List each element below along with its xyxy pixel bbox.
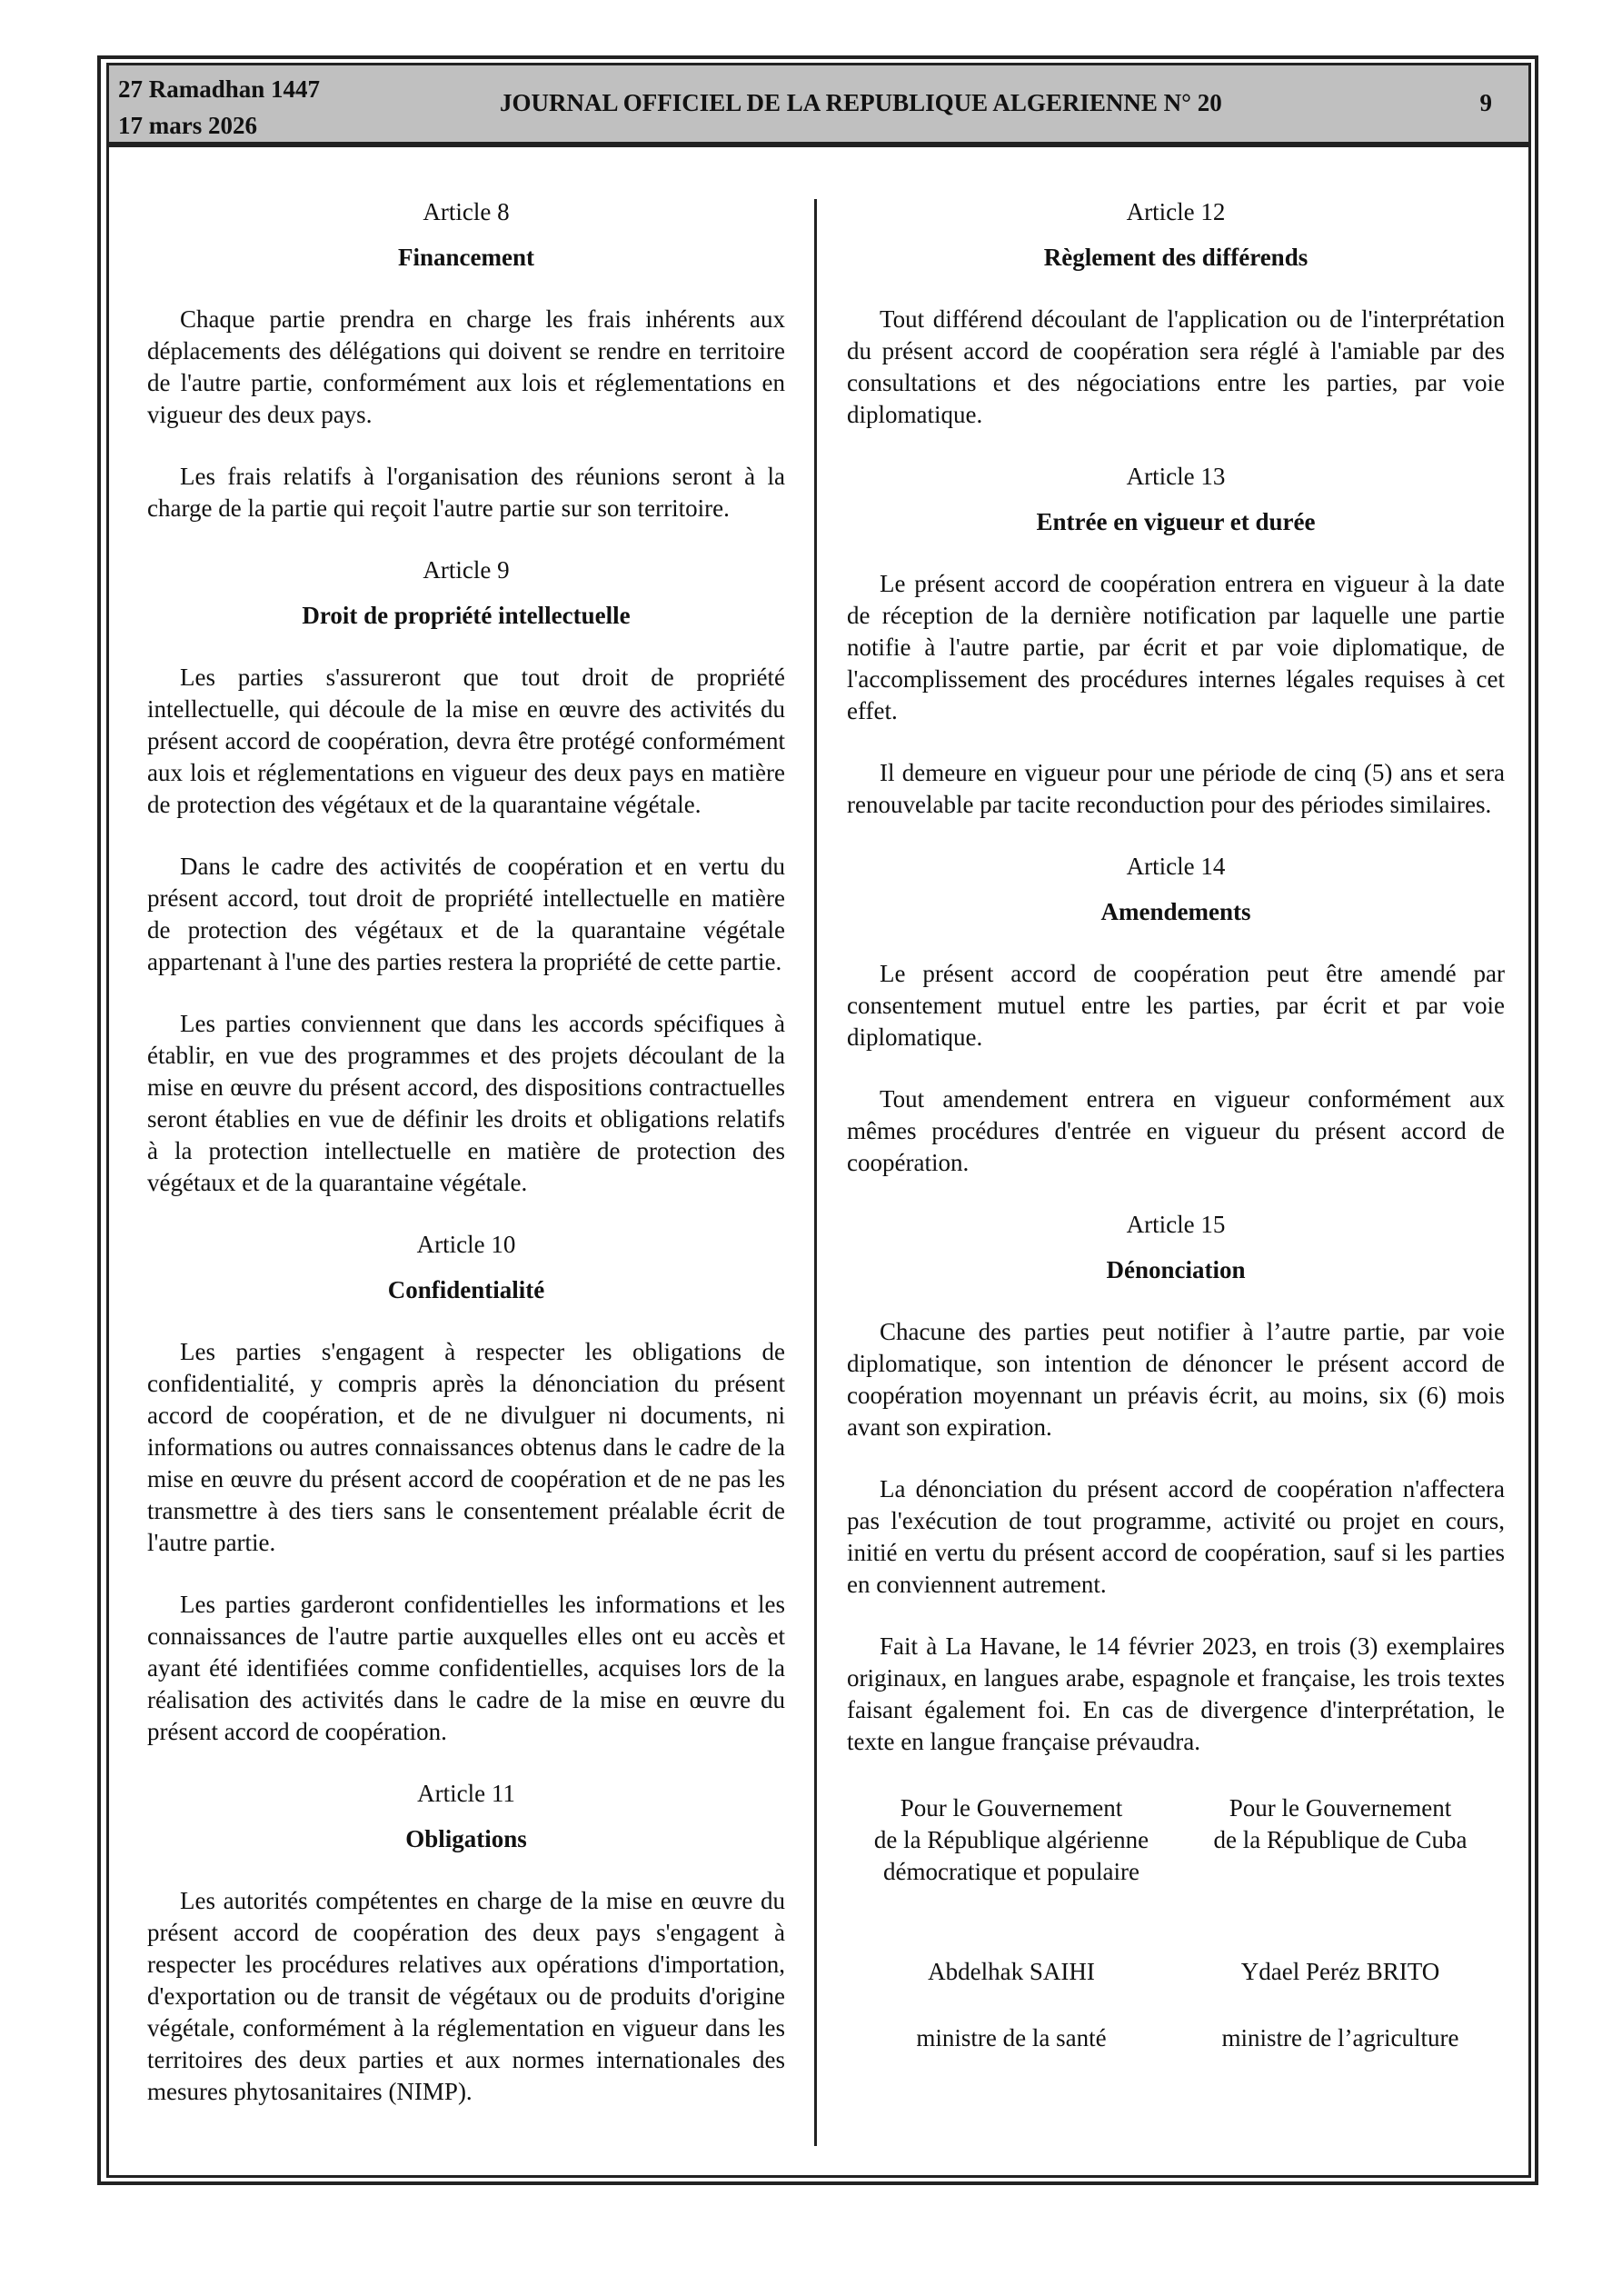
article-paragraph: Les frais relatifs à l'organisation des réunions seront à la charge de la partie qui reçoit l'autre partie sur son territoire. bbox=[147, 463, 785, 522]
hijri-date: 27 Ramadhan 1447 bbox=[118, 75, 321, 103]
article-paragraph: Les autorités compétentes en charge de la mise en œuvre du présent accord de coopération des deux pays s'engagent à respecter les procédures relatives aux opérations d'importation, d'exportation ou de transit de végétaux ou de produits d'origine végétale, conformément à la réglementation en vigueur dans les territoires des deux parties et aux normes internationales des mesures phytosanitaires (NIMP). bbox=[147, 1887, 785, 2105]
article-section bbox=[847, 461, 1505, 821]
signatory-name: Abdelhak SAIHI bbox=[928, 1958, 1095, 1985]
article-paragraph: Tout différend découlant de l'application ou de l'interprétation du présent accord de coopération sera réglé à l'amiable par des consultations et des négociations entre les parties, par voie diplomatique. bbox=[847, 305, 1505, 428]
article-title: Obligations bbox=[405, 1825, 527, 1852]
article-title: Amendements bbox=[1100, 898, 1251, 925]
article-paragraph: Tout amendement entrera en vigueur conformément aux mêmes procédures d'entrée en vigueur du présent accord de coopération. bbox=[847, 1085, 1505, 1176]
article-title: Confidentialité bbox=[387, 1276, 545, 1303]
article-section bbox=[847, 196, 1505, 431]
article-title: Dénonciation bbox=[1106, 1256, 1246, 1283]
article-title: Droit de propriété intellectuelle bbox=[302, 602, 631, 629]
article-paragraph: Chaque partie prendra en charge les frais inhérents aux déplacements des délégations qui doivent se rendre en territoire de l'autre partie, conformément aux lois et réglementations en vigueur des deux pays. bbox=[147, 305, 785, 428]
journal-header bbox=[109, 65, 1528, 147]
article-paragraph: La dénonciation du présent accord de coopération n'affectera pas l'exécution de tout programme, activité ou projet en cours, initié en vertu du présent accord de coopération, sauf si les parties en conviennent autrement. bbox=[847, 1475, 1505, 1598]
article-number: Article 14 bbox=[1126, 853, 1226, 880]
article-number: Article 15 bbox=[1126, 1211, 1226, 1238]
article-paragraph: Les parties garderont confidentielles les informations et les connaissances de l'autre partie auxquelles elles ont eu accès et ayant été identifiées comme confidentielles, acquises lors de la réalisation des activités dans le cadre de la mise en œuvre du présent accord de coopération. bbox=[147, 1591, 785, 1745]
article-section bbox=[147, 196, 785, 524]
article-title: Financement bbox=[398, 244, 534, 271]
article-paragraph: Chacune des parties peut notifier à l’autre partie, par voie diplomatique, son intention de dénoncer le présent accord de coopération moyennant un préavis écrit, au moins, six (6) mois avant son expiration. bbox=[847, 1318, 1505, 1441]
article-paragraph: Le présent accord de coopération entrera en vigueur à la date de réception de la dernière notification par laquelle une partie notifie à l'autre partie, par écrit et par voie diplomatique, de l'accomplissement des procédures internes légales requises à cet effet. bbox=[847, 570, 1505, 724]
right-column bbox=[847, 196, 1505, 2054]
article-section bbox=[147, 1778, 785, 2108]
article-number: Article 10 bbox=[416, 1231, 516, 1258]
article-paragraph: Il demeure en vigueur pour une période de cinq (5) ans et sera renouvelable par tacite reconduction pour des périodes similaires. bbox=[847, 759, 1505, 818]
article-paragraph: Fait à La Havane, le 14 février 2023, en trois (3) exemplaires originaux, en langues arabe, espagnole et française, les trois textes faisant également foi. En cas de divergence d'interprétation, le texte en langue française prévaudra. bbox=[847, 1632, 1505, 1755]
article-section bbox=[147, 1229, 785, 1748]
page-number: 9 bbox=[1479, 89, 1492, 116]
article-section bbox=[847, 1209, 1505, 1758]
article-number: Article 8 bbox=[423, 198, 510, 225]
signature-block bbox=[847, 1792, 1505, 2054]
government-line: de la République de Cuba bbox=[1213, 1826, 1468, 1853]
article-paragraph: Les parties s'engagent à respecter les obligations de confidentialité, y compris après la dénonciation du présent accord de coopération, et de ne divulguer ni documents, ni informations ou autres connaissances obtenus dans le cadre de la mise en œuvre du présent accord de coopération et de ne pas les transmettre à des tiers sans le consentement préalable écrit de l'autre partie. bbox=[147, 1338, 785, 1556]
column-divider bbox=[814, 199, 817, 2146]
article-number: Article 13 bbox=[1126, 463, 1226, 490]
journal-title: JOURNAL OFFICIEL DE LA REPUBLIQUE ALGERIENNE N° 20 bbox=[500, 89, 1222, 116]
article-number: Article 11 bbox=[417, 1780, 515, 1807]
signatory-government bbox=[1176, 1792, 1505, 1920]
government-line: de la République algérienne bbox=[873, 1826, 1149, 1853]
government-line: Pour le Gouvernement bbox=[1229, 1794, 1452, 1822]
article-title: Entrée en vigueur et durée bbox=[1036, 508, 1316, 535]
government-line: démocratique et populaire bbox=[883, 1858, 1139, 1885]
gregorian-date: 17 mars 2026 bbox=[118, 112, 257, 139]
article-section bbox=[847, 851, 1505, 1179]
article-number: Article 12 bbox=[1126, 198, 1226, 225]
article-paragraph: Les parties conviennent que dans les accords spécifiques à établir, en vue des programmes et des projets découlant de la mise en œuvre du présent accord, des dispositions contractuelles seront établies en vue de définir les droits et obligations relatifs à la protection intellectuelle en matière de protection des végétaux et de la quarantaine végétale. bbox=[147, 1010, 785, 1196]
government-line: Pour le Gouvernement bbox=[900, 1794, 1123, 1822]
article-title: Règlement des différends bbox=[1043, 244, 1309, 271]
signatory-name: Ydael Peréz BRITO bbox=[1240, 1958, 1440, 1985]
header-dates bbox=[118, 71, 320, 144]
signatory bbox=[847, 1792, 1176, 2054]
article-paragraph: Dans le cadre des activités de coopération et en vertu du présent accord, tout droit de propriété intellectuelle en matière de protection des végétaux et de la quarantaine végétale appartenant à l'une des parties restera la propriété de cette partie. bbox=[147, 853, 785, 975]
signatory-role: ministre de la santé bbox=[916, 2024, 1107, 2051]
article-section bbox=[147, 554, 785, 1199]
article-paragraph: Les parties s'assureront que tout droit de propriété intellectuelle, qui découle de la mise en œuvre des activités du présent accord de coopération, devra être protégé conformément aux lois et réglementations en vigueur des deux pays en matière de protection des végétaux et de la quarantaine végétale. bbox=[147, 664, 785, 818]
signatory-role: ministre de l’agriculture bbox=[1221, 2024, 1459, 2051]
article-paragraph: Le présent accord de coopération peut être amendé par consentement mutuel entre les parties, par écrit et par voie diplomatique. bbox=[847, 960, 1505, 1051]
signatory-government bbox=[847, 1792, 1176, 1920]
article-number: Article 9 bbox=[423, 556, 510, 584]
signatory bbox=[1176, 1792, 1505, 2054]
left-column bbox=[147, 196, 785, 2138]
